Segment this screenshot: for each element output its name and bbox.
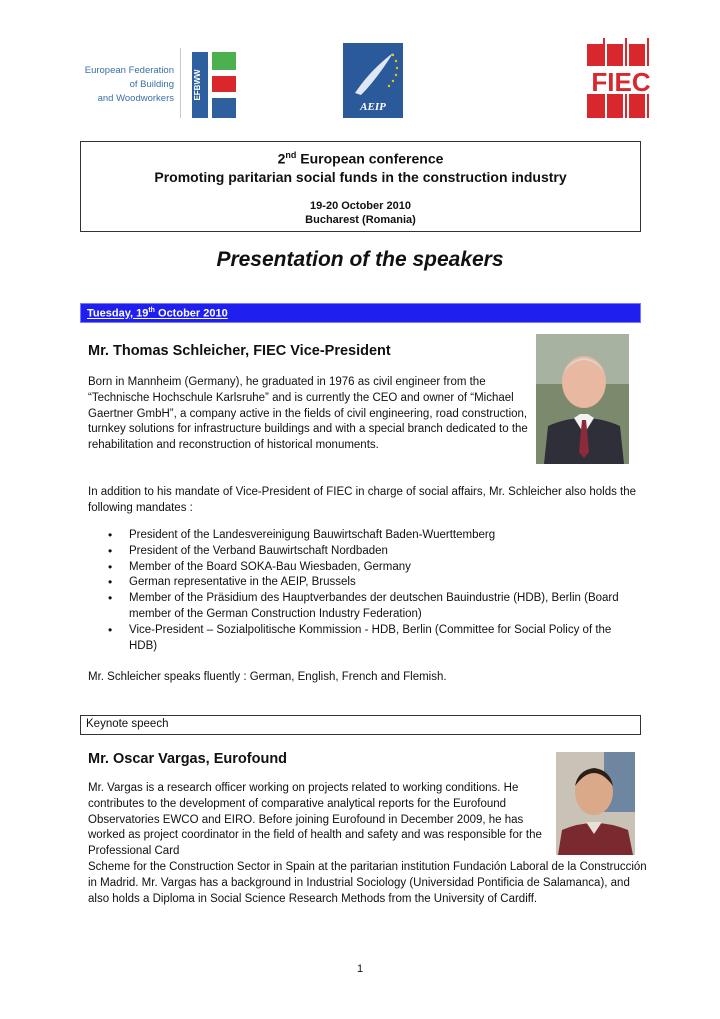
aeip-logo-icon (343, 43, 403, 118)
aeip-logo-text: AEIP (360, 101, 386, 113)
speaker-1-languages: Mr. Schleicher speaks fluently : German, English, French and Flemish. (88, 671, 447, 683)
conference-title: European conference (296, 150, 444, 167)
efbww-text-line-1: European Federation (84, 65, 174, 76)
keynote-header-box (80, 715, 641, 735)
speaker-2-bio-part-2: Scheme for the Construction Sector in Spain at the paritarian institution Fundación Laboral de la Construcción in Madrid. Mr. Vargas has a background in Industrial Sociology (Universidad Pontificia de Salamanca), and also holds a Diploma in Social Science Research Methods from the University of Cardiff. (88, 861, 647, 905)
conference-number: 2 (277, 150, 286, 167)
day-label-rest: October 2010 (154, 307, 228, 320)
logo-divider (180, 48, 181, 118)
keynote-label: Keynote speech (86, 718, 169, 730)
efbww-logo-icon (190, 50, 240, 120)
speaker-1-photo (536, 334, 629, 464)
fiec-logo-text: FIEC (591, 67, 651, 97)
day-header-bar (80, 303, 641, 323)
page-number: 1 (356, 963, 364, 975)
list-item: • President of the Landesvereinigung Bauwirtschaft Baden-Wuerttemberg (108, 528, 638, 544)
conference-number-suffix: nd (285, 150, 297, 160)
efbww-blue-block (212, 98, 236, 118)
page-title: Presentation of the speakers (216, 248, 504, 271)
efbww-mark-text: EFBWW (193, 69, 202, 101)
speaker-2-name: Mr. Oscar Vargas, Eurofound (88, 751, 288, 767)
speaker-1-name: Mr. Thomas Schleicher, FIEC Vice-President (88, 343, 391, 359)
conference-header-box (80, 141, 641, 232)
list-item: • Member of the Board SOKA-Bau Wiesbaden, Germany (108, 560, 638, 576)
speaker-1-bio: Born in Mannheim (Germany), he graduated in 1976 as civil engineer from the “Technische Hochschule Karlsruhe” and is currently the CEO and owner of “Michael Gaertner GmbH”, a company active in the fields of civil engineering, road construction, turnkey solutions for infrastructure buildings and with a special branch dedicated to the rehabilitation and reconstruction of historical monuments. (88, 376, 528, 452)
list-item: • Member of the Präsidium des Hauptverbandes der deutschen Bauindustrie (HDB), Berlin (Board member of the German Construction Industry Federation) (108, 591, 638, 623)
conference-date: 19-20 October 2010 (310, 199, 411, 212)
efbww-text-line-2: of Building (129, 79, 174, 90)
efbww-text-line-3: and Woodworkers (97, 93, 174, 104)
mandates-list (108, 528, 638, 654)
speaker-2-photo (556, 752, 635, 855)
day-label-suffix: th (148, 307, 155, 314)
list-item: • President of the Verband Bauwirtschaft Nordbaden (108, 544, 638, 560)
conference-place: Bucharest (Romania) (305, 213, 416, 226)
speaker-2-bio-part-1: Mr. Vargas is a research officer working on projects related to working conditions. He contributes to the development of comparative analytical reports for the Eurofound Observatories EWCO and EIRO. Before joining Eurofound in December 2009, he has worked as project coordinator in the field of health and safety and was responsible for the Professional Card (88, 782, 542, 858)
day-label (87, 307, 228, 320)
speaker-1-mandates-intro: In addition to his mandate of Vice-President of FIEC in charge of social affairs, Mr. Schleicher also holds the following mandates : (88, 486, 637, 514)
fiec-logo-icon (583, 36, 659, 118)
conference-subtitle: Promoting paritarian social funds in the construction industry (154, 168, 567, 185)
efbww-green-block (212, 52, 236, 70)
efbww-red-block (212, 76, 236, 92)
conference-title-line (81, 147, 640, 168)
list-item: • Vice-President – Sozialpolitische Kommission - HDB, Berlin (Committee for Social Policy of the HDB) (108, 623, 638, 655)
efbww-logo-text (70, 64, 174, 106)
list-item: • German representative in the AEIP, Brussels (108, 575, 638, 591)
day-label-prefix: Tuesday, 19 (87, 307, 149, 320)
